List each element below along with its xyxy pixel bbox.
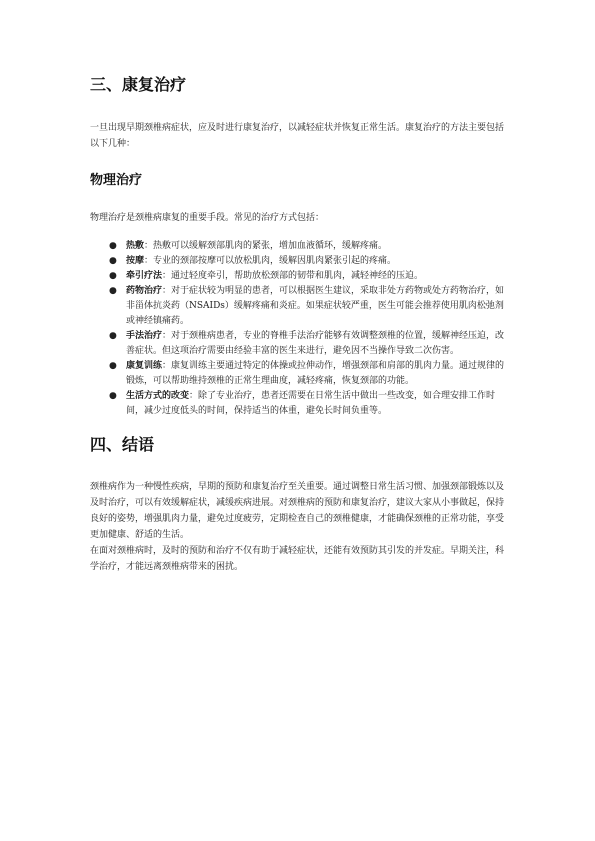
bullet-icon: ●	[109, 361, 117, 371]
treatment-item-massage	[90, 254, 510, 269]
treatment-term: 手法治疗	[126, 331, 163, 341]
bullet-icon: ●	[109, 331, 117, 341]
treatment-item-manual	[90, 329, 510, 359]
treatment-text: ：对于颈椎病患者，专业的脊椎手法治疗能够有效调整颈椎的位置，缓解神经压迫，改善症状。但这项治疗需要由经验丰富的医生来进行，避免因不当操作导致二次伤害。	[126, 331, 505, 356]
bullet-icon: ●	[109, 286, 117, 296]
treatment-item-medication	[90, 284, 510, 329]
page-content	[90, 75, 510, 575]
treatment-item-exercise	[90, 359, 510, 389]
treatment-text: ：对于症状较为明显的患者，可以根据医生建议，采取非处方药物或处方药物治疗，如非甾体抗炎药（NSAIDs）缓解疼痛和炎症。如果症状较严重，医生可能会推荐使用肌肉松弛剂或神经镇痛药。	[126, 286, 505, 326]
treatment-text: ：通过轻度牵引，帮助放松颈部的韧带和肌肉，减轻神经的压迫。	[162, 271, 424, 281]
treatment-text: ：专业的颈部按摩可以放松肌肉，缓解因肌肉紧张引起的疼痛。	[144, 256, 397, 266]
treatment-term: 药物治疗	[126, 286, 163, 296]
treatment-item-traction	[90, 269, 510, 284]
treatment-item-lifestyle	[90, 389, 510, 419]
conclusion-paragraph: 颈椎病作为一种慢性疾病，早期的预防和康复治疗至关重要。通过调整日常生活习惯、加强颈部锻炼以及及时治疗，可以有效缓解症状，减缓疾病进展。对颈椎病的预防和康复治疗，建议大家从小事做起，保持良好的姿势，增强肌肉力量，避免过度疲劳，定期检查自己的颈椎健康，才能确保颈椎的正常功能，享受更加健康、舒适的生活。	[90, 482, 505, 540]
treatment-list	[90, 239, 510, 419]
treatment-item-heat	[90, 239, 510, 254]
section-title-rehab: 三、康复治疗	[90, 75, 187, 94]
treatment-term: 康复训练	[126, 361, 163, 371]
bullet-icon: ●	[109, 256, 117, 266]
bullet-icon: ●	[109, 391, 117, 401]
subsection-intro-physio: 物理治疗是颈椎病康复的重要手段。常见的治疗方式包括：	[90, 213, 325, 223]
subsection-title-physio: 物理治疗	[90, 173, 143, 188]
treatment-term: 按摩	[126, 256, 145, 266]
bullet-icon: ●	[109, 271, 117, 281]
treatment-term: 热敷	[126, 241, 145, 251]
treatment-term: 牵引疗法	[126, 271, 163, 281]
treatment-text: ：康复训练主要通过特定的体操或拉伸动作，增强颈部和肩部的肌肉力量。通过规律的锻炼，可以帮助维持颈椎的正常生理曲度，减轻疼痛，恢复颈部的功能。	[126, 361, 505, 386]
treatment-text: ：热敷可以缓解颈部肌肉的紧张，增加血液循环，缓解疼痛。	[144, 241, 388, 251]
section-intro-rehab: 一旦出现早期颈椎病症状，应及时进行康复治疗，以减轻症状并恢复正常生活。康复治疗的方法主要包括以下几种：	[90, 123, 505, 149]
treatment-term: 生活方式的改变	[126, 391, 190, 401]
section-title-conclusion: 四、结语	[90, 435, 155, 454]
bullet-icon: ●	[109, 241, 117, 251]
conclusion-paragraph: 在面对颈椎病时，及时的预防和治疗不仅有助于减轻症状，还能有效预防其引发的并发症。早期关注，科学治疗，才能远离颈椎病带来的困扰。	[90, 546, 505, 572]
treatment-text: ：除了专业治疗，患者还需要在日常生活中做出一些改变，如合理安排工作时间，减少过度低头的时间，保持适当的体重，避免长时间负重等。	[126, 391, 496, 416]
